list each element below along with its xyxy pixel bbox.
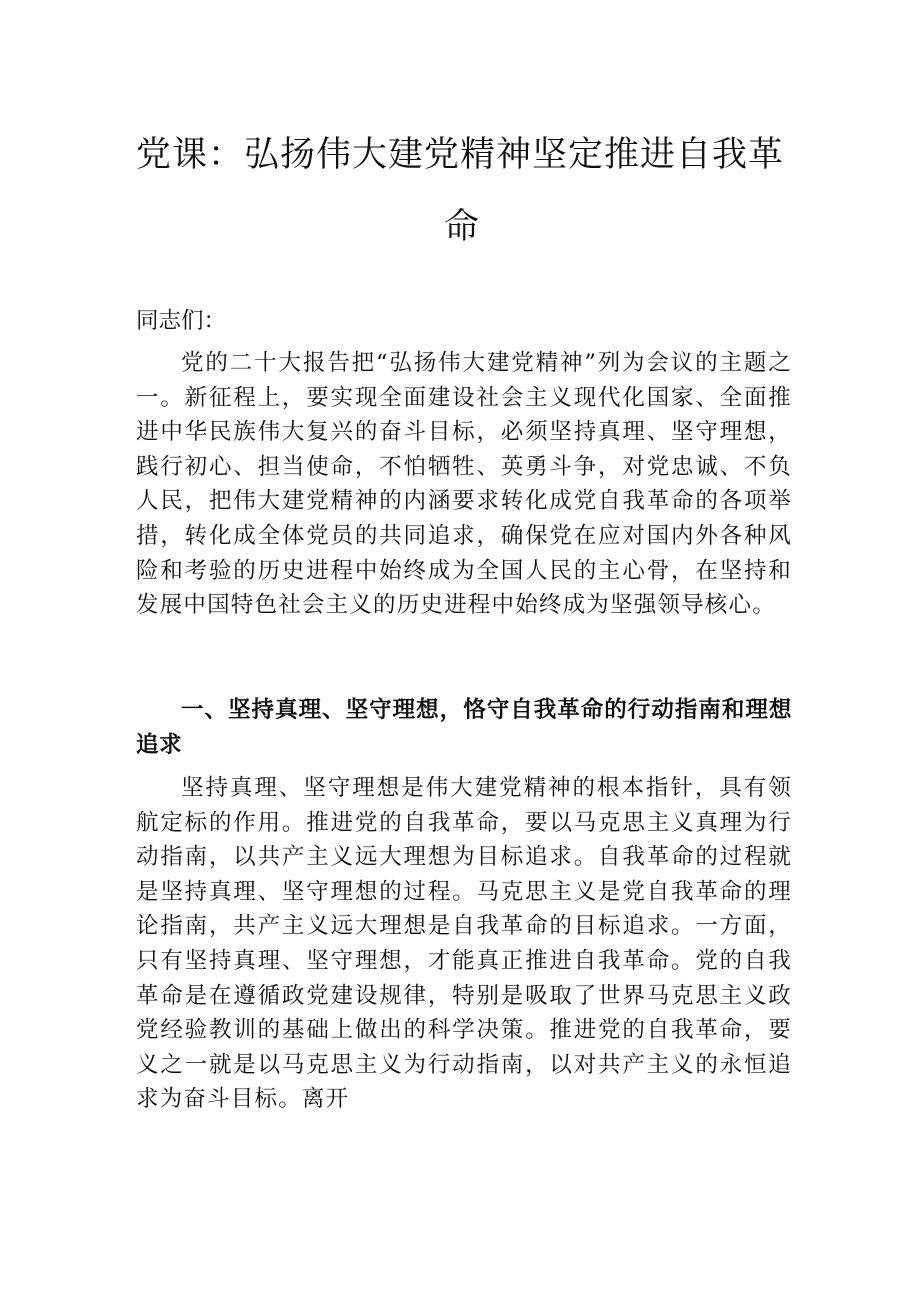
section-heading-1: 一、坚持真理、坚守理想，恪守自我革命的行动指南和理想追求 [136, 697, 792, 758]
salutation: 同志们： [136, 308, 227, 334]
document-title-line2: 命 [444, 207, 481, 247]
paragraph-section-1: 坚持真理、坚守理想是伟大建党精神的根本指针，具有领航定标的作用。推进党的自我革命，要以马克思主义真理为行动指南，以共产主义远大理想为目标追求。自我革命的过程就是坚持真理、坚守理想的过程。马克思主义是党自我革命的理论指南，共产主义远大理想是自我革命的目标追求。一方面，只有坚持真理、坚守理想，才能真正推进自我革命。党的自我革命是在遵循政党建设规律，特别是吸取了世界马克思主义政党经验教训的基础上做出的科学决策。推进党的自我革命，要义之一就是以马克思主义为行动指南，以对共产主义的永恒追求为奋斗目标。离开 [136, 775, 792, 1113]
document-title-line1: 党课：弘扬伟大建党精神坚定推进自我革 [136, 135, 785, 175]
paragraph-intro: 党的二十大报告把“弘扬伟大建党精神”列为会议的主题之一。新征程上，要实现全面建设社会主义现代化国家、全面推进中华民族伟大复兴的奋斗目标，必须坚持真理、坚守理想，践行初心、担当使命，不怕牺牲、英勇斗争，对党忠诚、不负人民，把伟大建党精神的内涵要求转化成党自我革命的各项举措，转化成全体党员的共同追求，确保党在应对国内外各种风险和考验的历史进程中始终成为全国人民的主心骨，在坚持和发展中国特色社会主义的历史进程中始终成为坚强领导核心。 [136, 350, 792, 619]
